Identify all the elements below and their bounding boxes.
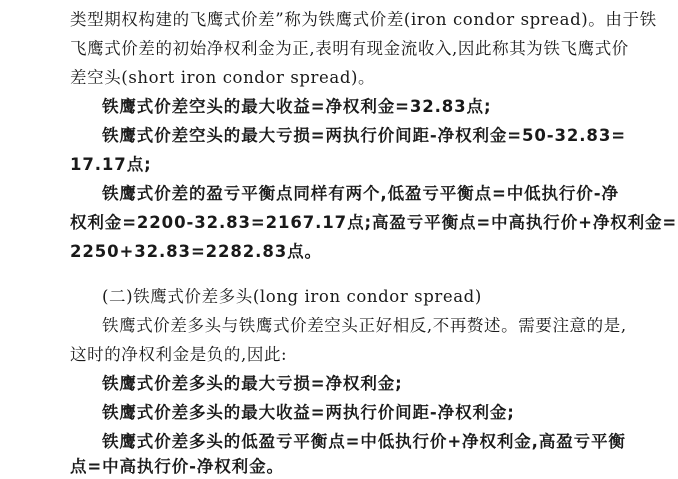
breakeven-formula-line-2: 权利金=2200-32.83=2167.17点;高盈亏平衡点=中高执行价+净权利金=: [70, 213, 678, 232]
section-2-heading: (二)铁鹰式价差多头(long iron condor spread): [102, 287, 482, 306]
short-max-loss-formula-line-2: 17.17点;: [70, 155, 152, 174]
paragraph-1-line-2: 飞鹰式价差的初始净权利金为正,表明有现金流收入,因此称其为铁飞鹰式价: [70, 39, 629, 58]
long-breakeven-formula-line-2: 点=中高执行价-净权利金。: [70, 457, 284, 476]
paragraph-1-line-1: 类型期权构建的飞鹰式价差”称为铁鹰式价差(iron condor spread)。由于铁: [70, 10, 657, 29]
short-max-gain-formula: 铁鹰式价差空头的最大收益=净权利金=32.83点;: [102, 97, 492, 116]
short-max-loss-formula-line-1: 铁鹰式价差空头的最大亏损=两执行价间距-净权利金=50-32.83=: [102, 126, 626, 145]
section-2-intro-line-2: 这时的净权利金是负的,因此:: [70, 345, 288, 364]
long-breakeven-formula-line-1: 铁鹰式价差多头的低盈亏平衡点=中低执行价+净权利金,高盈亏平衡: [102, 432, 626, 451]
breakeven-formula-line-1: 铁鹰式价差的盈亏平衡点同样有两个,低盈亏平衡点=中低执行价-净: [102, 184, 619, 203]
long-max-loss-formula: 铁鹰式价差多头的最大亏损=净权利金;: [102, 374, 403, 393]
long-max-gain-formula: 铁鹰式价差多头的最大收益=两执行价间距-净权利金;: [102, 403, 515, 422]
breakeven-formula-line-3: 2250+32.83=2282.83点。: [70, 242, 322, 261]
section-2-intro-line-1: 铁鹰式价差多头与铁鹰式价差空头正好相反,不再赘述。需要注意的是,: [102, 316, 627, 335]
paragraph-1-line-3: 差空头(short iron condor spread)。: [70, 68, 376, 87]
